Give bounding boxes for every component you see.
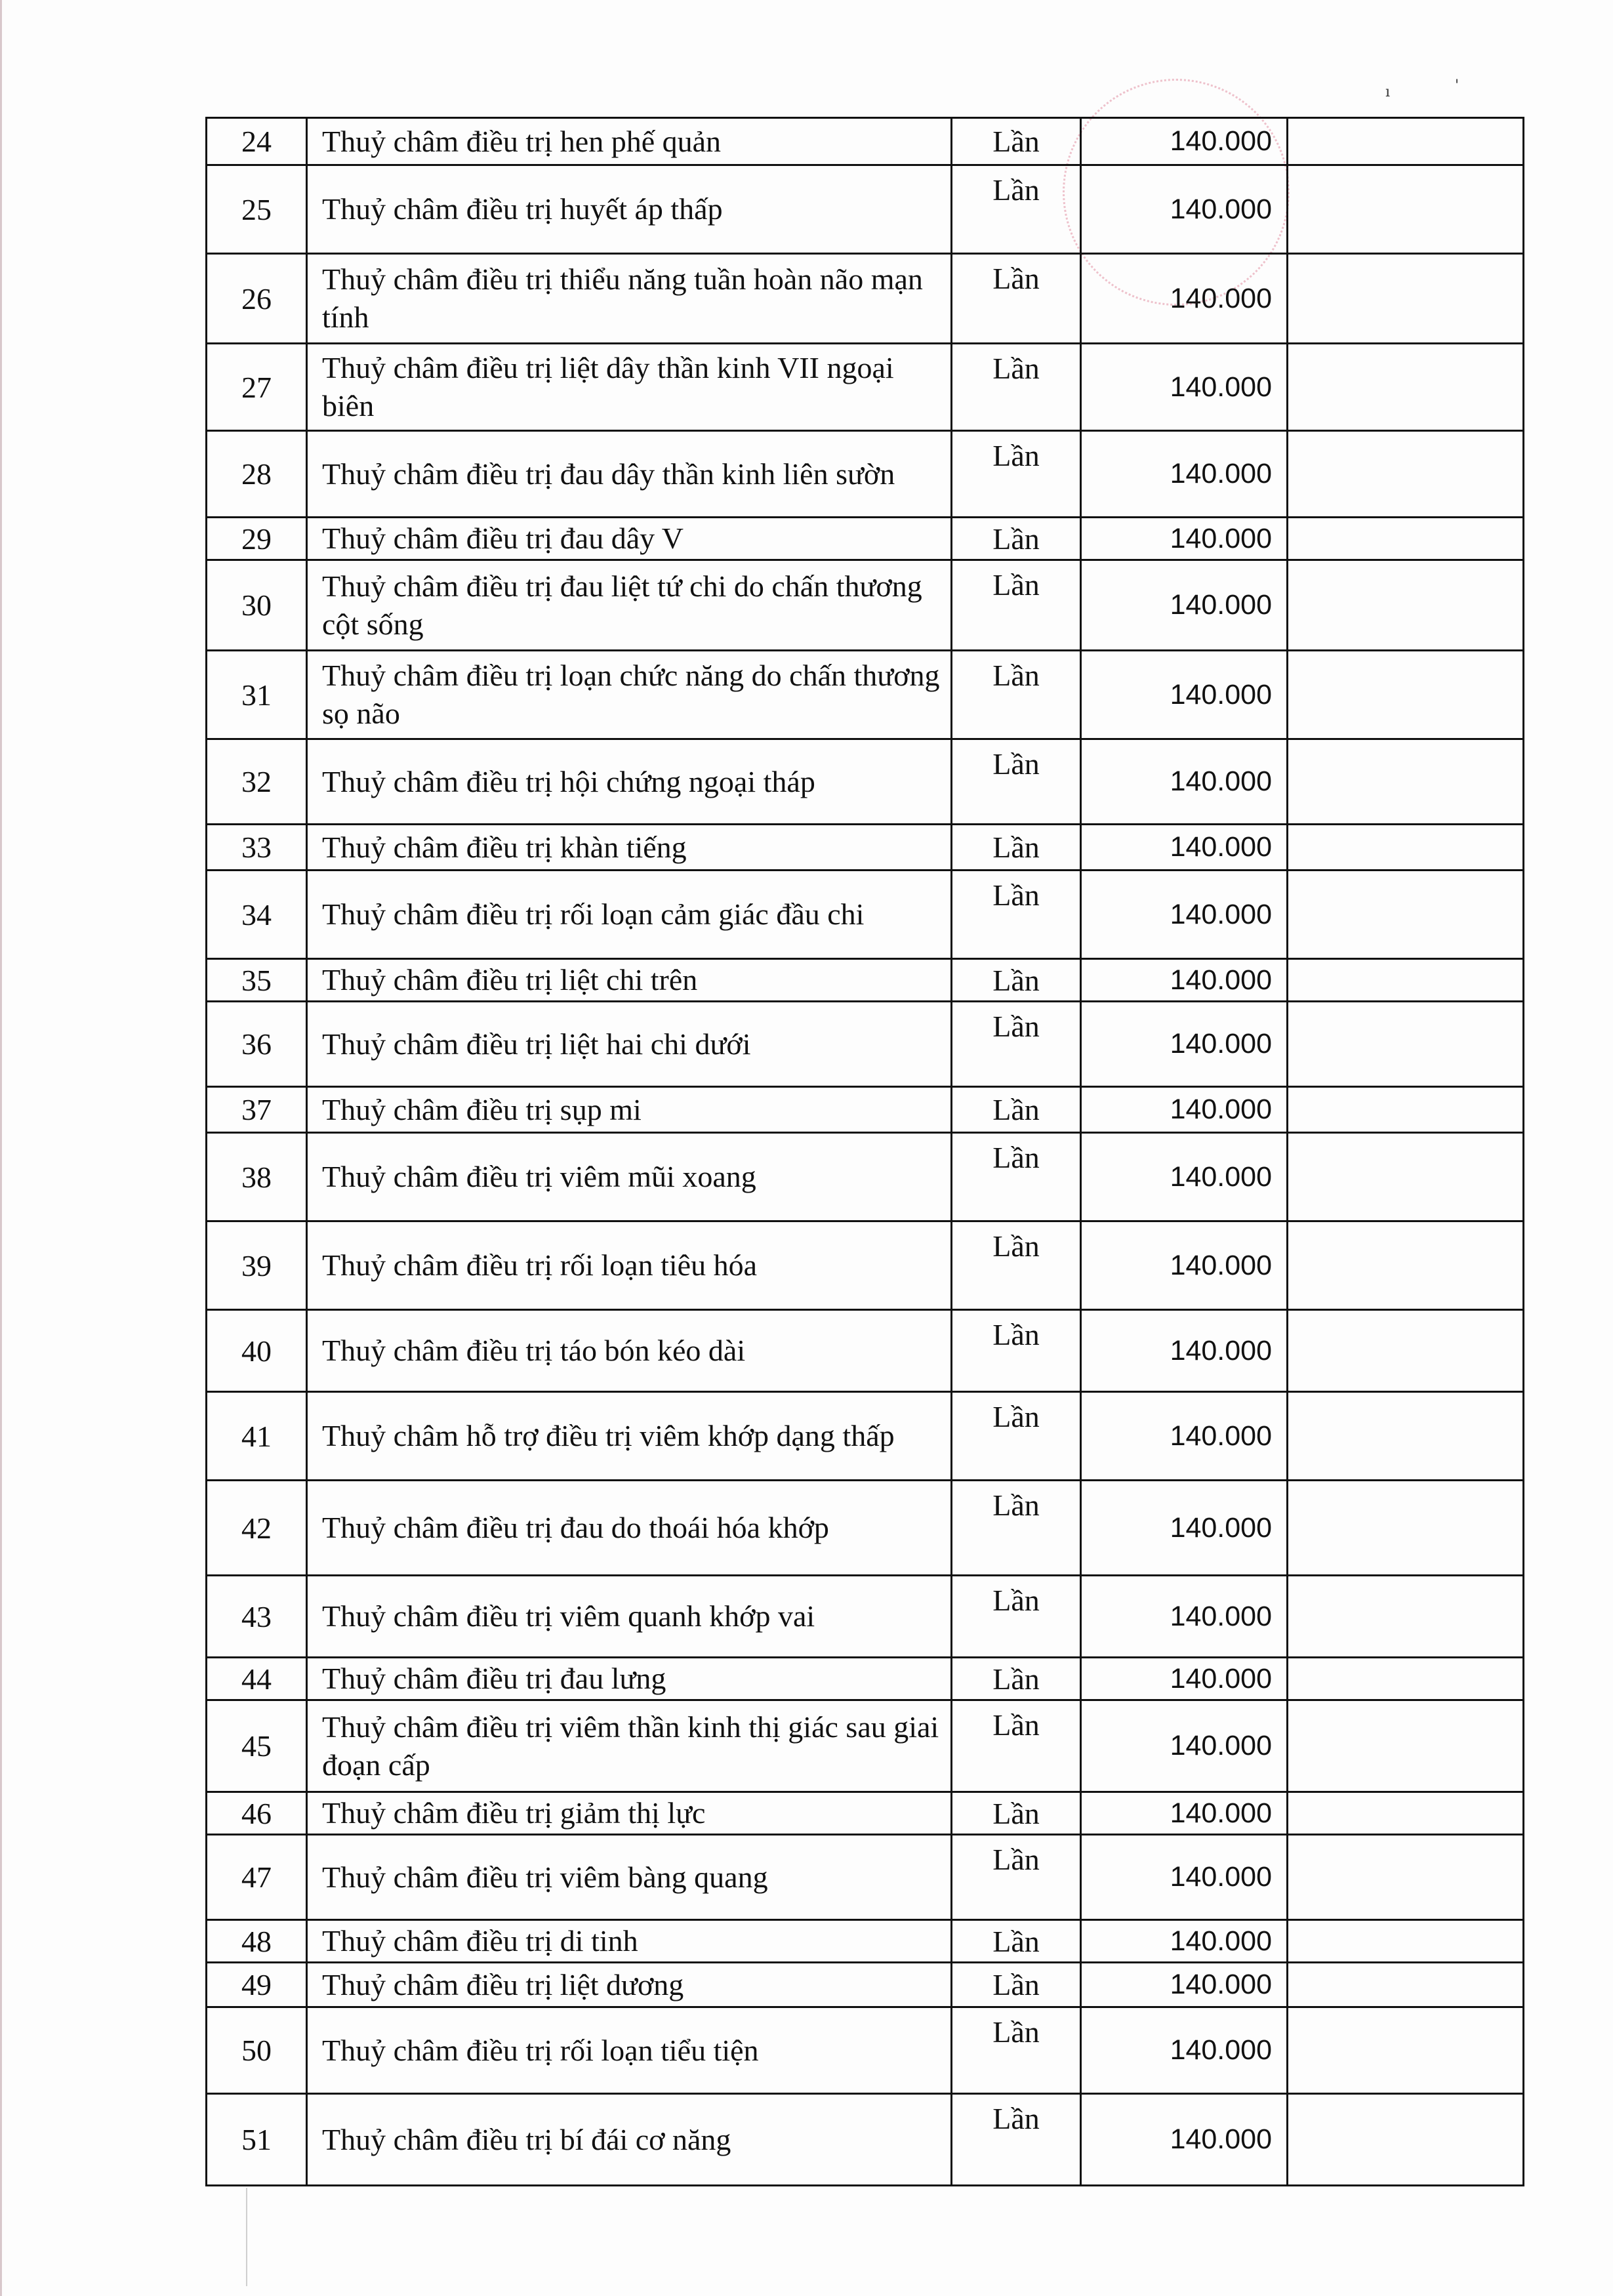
price-cell: 140.000 — [1081, 1392, 1288, 1481]
note-cell — [1288, 959, 1524, 1002]
service-name-cell: Thuỷ châm hỗ trợ điều trị viêm khớp dạng thấp — [307, 1392, 952, 1481]
service-name-cell: Thuỷ châm điều trị giảm thị lực — [307, 1792, 952, 1835]
note-cell — [1288, 2094, 1524, 2186]
service-name-cell: Thuỷ châm điều trị thiểu năng tuần hoàn não mạn tính — [307, 254, 952, 344]
row-number-cell: 36 — [207, 1002, 307, 1087]
price-cell: 140.000 — [1081, 1310, 1288, 1392]
note-cell — [1288, 1835, 1524, 1920]
unit-cell: Lần — [952, 825, 1081, 871]
row-number-cell: 32 — [207, 739, 307, 825]
unit-cell: Lần — [952, 651, 1081, 739]
row-number-cell: 48 — [207, 1920, 307, 1963]
unit-cell: Lần — [952, 254, 1081, 344]
table-row — [207, 1310, 1524, 1392]
price-cell: 140.000 — [1081, 518, 1288, 560]
service-name-cell: Thuỷ châm điều trị rối loạn tiểu tiện — [307, 2007, 952, 2094]
table-row — [207, 2094, 1524, 2186]
price-cell: 140.000 — [1081, 344, 1288, 431]
note-cell — [1288, 739, 1524, 825]
price-cell: 140.000 — [1081, 431, 1288, 518]
table-row — [207, 739, 1524, 825]
note-cell — [1288, 825, 1524, 871]
price-cell: 140.000 — [1081, 651, 1288, 739]
unit-cell: Lần — [952, 1658, 1081, 1700]
table-row — [207, 518, 1524, 560]
row-number-cell: 27 — [207, 344, 307, 431]
unit-cell: Lần — [952, 1221, 1081, 1310]
row-number-cell: 24 — [207, 118, 307, 165]
row-number-cell: 30 — [207, 560, 307, 651]
table-row — [207, 254, 1524, 344]
service-name-cell: Thuỷ châm điều trị liệt dây thần kinh VII ngoại biên — [307, 344, 952, 431]
note-cell — [1288, 1920, 1524, 1963]
price-cell: 140.000 — [1081, 165, 1288, 254]
service-name-cell: Thuỷ châm điều trị viêm bàng quang — [307, 1835, 952, 1920]
service-name-cell: Thuỷ châm điều trị đau dây V — [307, 518, 952, 560]
table-row — [207, 1963, 1524, 2007]
unit-cell: Lần — [952, 1920, 1081, 1963]
note-cell — [1288, 1576, 1524, 1658]
row-number-cell: 43 — [207, 1576, 307, 1658]
note-cell — [1288, 118, 1524, 165]
row-number-cell: 39 — [207, 1221, 307, 1310]
row-number-cell: 28 — [207, 431, 307, 518]
table-row — [207, 2007, 1524, 2094]
table-row — [207, 1221, 1524, 1310]
service-name-cell: Thuỷ châm điều trị bí đái cơ năng — [307, 2094, 952, 2186]
note-cell — [1288, 1700, 1524, 1792]
unit-cell: Lần — [952, 1792, 1081, 1835]
service-name-cell: Thuỷ châm điều trị rối loạn cảm giác đầu chi — [307, 871, 952, 959]
note-cell — [1288, 1133, 1524, 1221]
note-cell — [1288, 1792, 1524, 1835]
service-name-cell: Thuỷ châm điều trị đau do thoái hóa khớp — [307, 1481, 952, 1576]
service-name-cell: Thuỷ châm điều trị huyết áp thấp — [307, 165, 952, 254]
row-number-cell: 25 — [207, 165, 307, 254]
service-name-cell: Thuỷ châm điều trị di tinh — [307, 1920, 952, 1963]
price-cell: 140.000 — [1081, 1221, 1288, 1310]
note-cell — [1288, 1087, 1524, 1133]
price-cell: 140.000 — [1081, 2007, 1288, 2094]
row-number-cell: 29 — [207, 518, 307, 560]
table-row — [207, 1700, 1524, 1792]
table-row — [207, 1002, 1524, 1087]
price-cell: 140.000 — [1081, 1481, 1288, 1576]
note-cell — [1288, 871, 1524, 959]
price-cell: 140.000 — [1081, 1087, 1288, 1133]
table-row — [207, 344, 1524, 431]
unit-cell: Lần — [952, 1087, 1081, 1133]
unit-cell: Lần — [952, 431, 1081, 518]
service-name-cell: Thuỷ châm điều trị viêm thần kinh thị giác sau giai đoạn cấp — [307, 1700, 952, 1792]
table-row — [207, 1835, 1524, 1920]
price-cell: 140.000 — [1081, 825, 1288, 871]
unit-cell: Lần — [952, 959, 1081, 1002]
fee-table-body — [207, 118, 1524, 2186]
table-row — [207, 560, 1524, 651]
note-cell — [1288, 1963, 1524, 2007]
table-row — [207, 651, 1524, 739]
row-number-cell: 46 — [207, 1792, 307, 1835]
service-name-cell: Thuỷ châm điều trị táo bón kéo dài — [307, 1310, 952, 1392]
table-row — [207, 959, 1524, 1002]
table-row — [207, 1658, 1524, 1700]
note-cell — [1288, 254, 1524, 344]
note-cell — [1288, 431, 1524, 518]
unit-cell: Lần — [952, 1963, 1081, 2007]
row-number-cell: 44 — [207, 1658, 307, 1700]
unit-cell: Lần — [952, 118, 1081, 165]
unit-cell: Lần — [952, 165, 1081, 254]
table-row — [207, 1087, 1524, 1133]
row-number-cell: 50 — [207, 2007, 307, 2094]
row-number-cell: 33 — [207, 825, 307, 871]
note-cell — [1288, 2007, 1524, 2094]
price-cell: 140.000 — [1081, 1920, 1288, 1963]
service-name-cell: Thuỷ châm điều trị đau lưng — [307, 1658, 952, 1700]
unit-cell: Lần — [952, 871, 1081, 959]
note-cell — [1288, 560, 1524, 651]
service-name-cell: Thuỷ châm điều trị đau liệt tứ chi do chấn thương cột sống — [307, 560, 952, 651]
table-row — [207, 1133, 1524, 1221]
row-number-cell: 26 — [207, 254, 307, 344]
corner-mark: ' — [1455, 77, 1460, 94]
note-cell — [1288, 1392, 1524, 1481]
table-row — [207, 1920, 1524, 1963]
price-cell: 140.000 — [1081, 1133, 1288, 1221]
row-number-cell: 47 — [207, 1835, 307, 1920]
table-row — [207, 1392, 1524, 1481]
price-cell: 140.000 — [1081, 1700, 1288, 1792]
price-cell: 140.000 — [1081, 1963, 1288, 2007]
price-cell: 140.000 — [1081, 2094, 1288, 2186]
unit-cell: Lần — [952, 2007, 1081, 2094]
unit-cell: Lần — [952, 1576, 1081, 1658]
service-name-cell: Thuỷ châm điều trị liệt hai chi dưới — [307, 1002, 952, 1087]
table-row — [207, 1792, 1524, 1835]
service-name-cell: Thuỷ châm điều trị đau dây thần kinh liên sườn — [307, 431, 952, 518]
scan-artifact-line — [246, 2188, 247, 2286]
service-name-cell: Thuỷ châm điều trị viêm mũi xoang — [307, 1133, 952, 1221]
price-cell: 140.000 — [1081, 118, 1288, 165]
unit-cell: Lần — [952, 518, 1081, 560]
note-cell — [1288, 1481, 1524, 1576]
price-cell: 140.000 — [1081, 1658, 1288, 1700]
table-row — [207, 431, 1524, 518]
service-name-cell: Thuỷ châm điều trị viêm quanh khớp vai — [307, 1576, 952, 1658]
note-cell — [1288, 1221, 1524, 1310]
unit-cell: Lần — [952, 1481, 1081, 1576]
table-row — [207, 1576, 1524, 1658]
table-row — [207, 1481, 1524, 1576]
scan-edge — [0, 0, 2, 2296]
unit-cell: Lần — [952, 1133, 1081, 1221]
price-cell: 140.000 — [1081, 254, 1288, 344]
unit-cell: Lần — [952, 1700, 1081, 1792]
table-row — [207, 165, 1524, 254]
note-cell — [1288, 1002, 1524, 1087]
note-cell — [1288, 344, 1524, 431]
unit-cell: Lần — [952, 1392, 1081, 1481]
row-number-cell: 34 — [207, 871, 307, 959]
row-number-cell: 37 — [207, 1087, 307, 1133]
row-number-cell: 45 — [207, 1700, 307, 1792]
service-name-cell: Thuỷ châm điều trị khàn tiếng — [307, 825, 952, 871]
row-number-cell: 51 — [207, 2094, 307, 2186]
row-number-cell: 49 — [207, 1963, 307, 2007]
unit-cell: Lần — [952, 1002, 1081, 1087]
row-number-cell: 38 — [207, 1133, 307, 1221]
price-cell: 140.000 — [1081, 560, 1288, 651]
note-cell — [1288, 165, 1524, 254]
service-name-cell: Thuỷ châm điều trị sụp mi — [307, 1087, 952, 1133]
row-number-cell: 42 — [207, 1481, 307, 1576]
price-cell: 140.000 — [1081, 1576, 1288, 1658]
unit-cell: Lần — [952, 560, 1081, 651]
price-cell: 140.000 — [1081, 1835, 1288, 1920]
row-number-cell: 41 — [207, 1392, 307, 1481]
service-name-cell: Thuỷ châm điều trị loạn chức năng do chấn thương sọ não — [307, 651, 952, 739]
price-cell: 140.000 — [1081, 871, 1288, 959]
unit-cell: Lần — [952, 344, 1081, 431]
table-row — [207, 871, 1524, 959]
note-cell — [1288, 651, 1524, 739]
service-name-cell: Thuỷ châm điều trị rối loạn tiêu hóa — [307, 1221, 952, 1310]
price-cell: 140.000 — [1081, 1792, 1288, 1835]
unit-cell: Lần — [952, 2094, 1081, 2186]
service-name-cell: Thuỷ châm điều trị liệt dương — [307, 1963, 952, 2007]
note-cell — [1288, 1310, 1524, 1392]
price-cell: 140.000 — [1081, 739, 1288, 825]
row-number-cell: 31 — [207, 651, 307, 739]
service-name-cell: Thuỷ châm điều trị liệt chi trên — [307, 959, 952, 1002]
fee-table — [205, 117, 1524, 2186]
price-cell: 140.000 — [1081, 959, 1288, 1002]
table-row — [207, 118, 1524, 165]
row-number-cell: 35 — [207, 959, 307, 1002]
unit-cell: Lần — [952, 1310, 1081, 1392]
service-name-cell: Thuỷ châm điều trị hội chứng ngoại tháp — [307, 739, 952, 825]
note-cell — [1288, 518, 1524, 560]
row-number-cell: 40 — [207, 1310, 307, 1392]
table-row — [207, 825, 1524, 871]
price-cell: 140.000 — [1081, 1002, 1288, 1087]
unit-cell: Lần — [952, 739, 1081, 825]
note-cell — [1288, 1658, 1524, 1700]
service-name-cell: Thuỷ châm điều trị hen phế quản — [307, 118, 952, 165]
corner-mark: ı — [1385, 84, 1391, 100]
unit-cell: Lần — [952, 1835, 1081, 1920]
